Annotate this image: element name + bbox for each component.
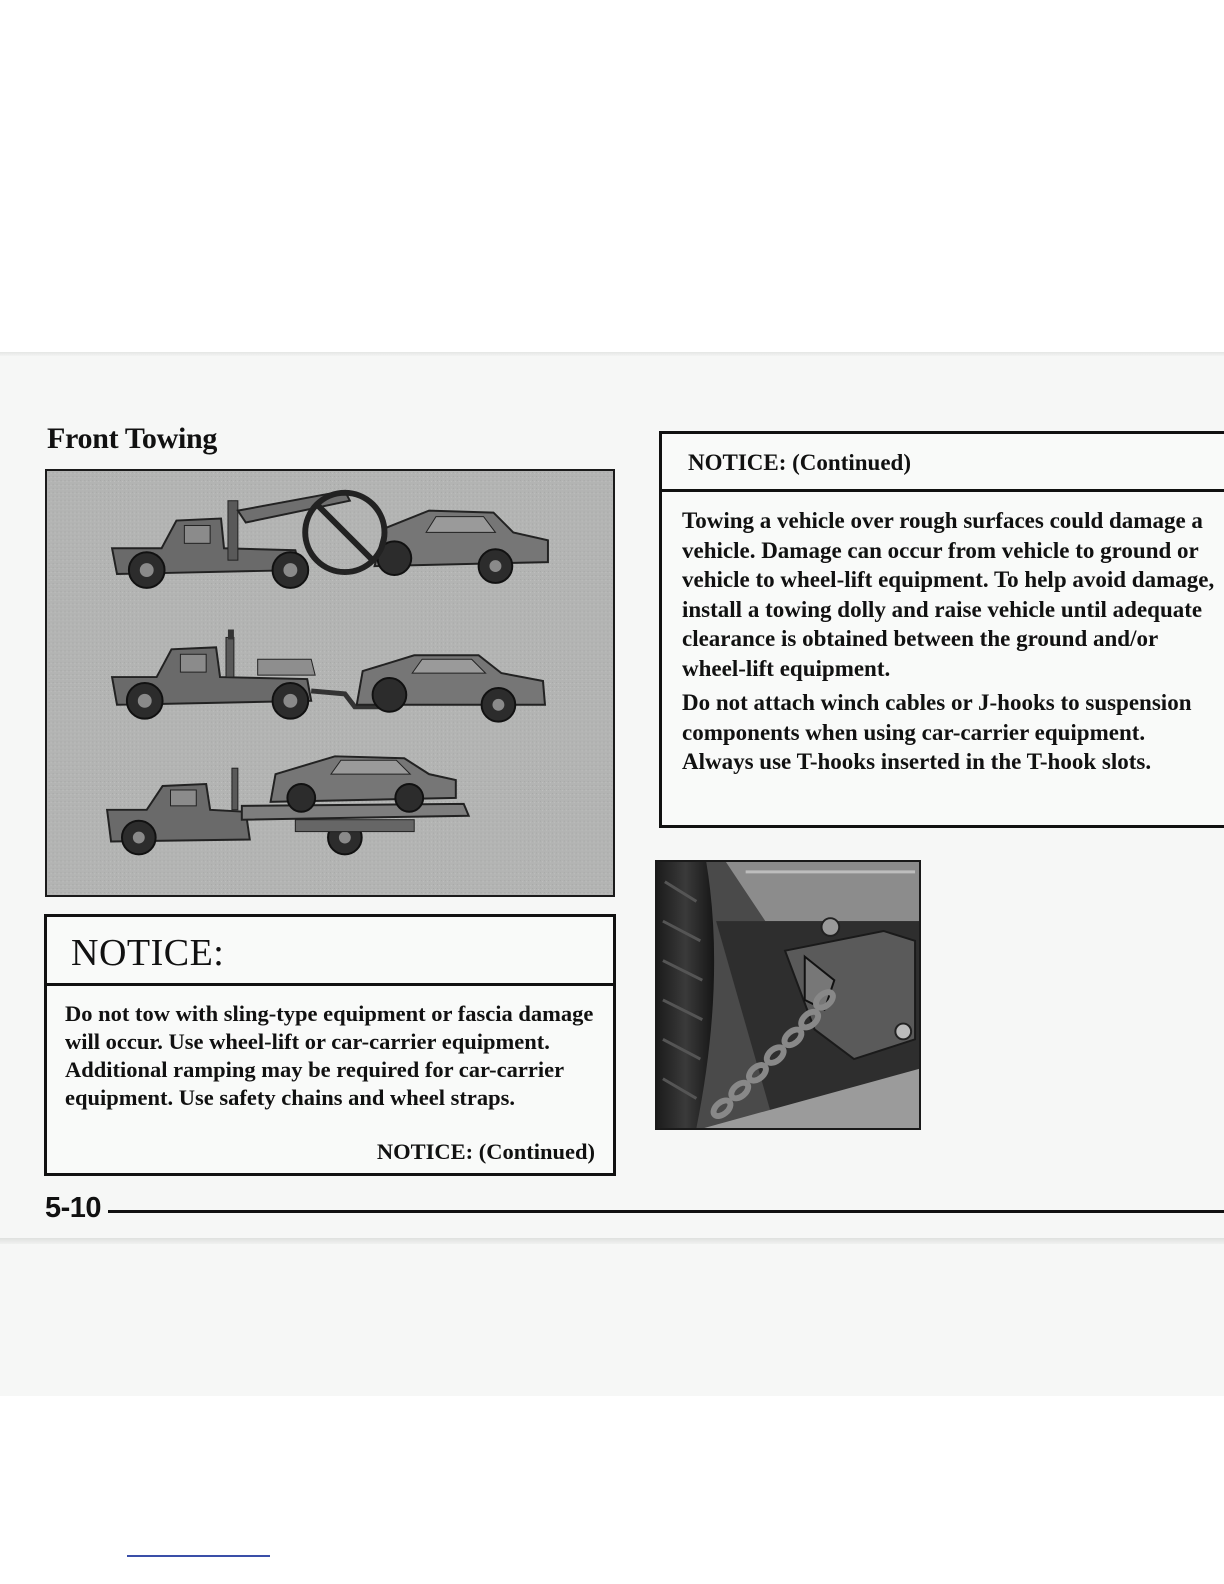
notice-continued-heading: NOTICE: (Continued): [662, 434, 1224, 492]
scan-edge-bottom: [0, 1238, 1224, 1244]
footer-rule: [108, 1210, 1224, 1213]
notice-box-left: [44, 914, 616, 1176]
notice-body: Do not tow with sling-type equipment or fascia damage will occur. Use wheel-lift or car-carrier equipment. Additional ramping may be required for car-carrier equipment. Use safety chains and wheel straps.: [65, 1001, 594, 1110]
notice-continued-body: [662, 492, 1224, 777]
section-title: Front Towing: [47, 422, 218, 455]
tow-trucks-illustration: [45, 469, 615, 897]
notice-paragraph: Towing a vehicle over rough surfaces could damage a vehicle. Damage can occur from vehicle to ground or vehicle to wheel-lift equipment. To help avoid damage, install a towing dolly and raise vehicle until adequate clearance is obtained between the ground and/or wheel-lift equipment.: [682, 508, 1215, 681]
notice-box-right: [659, 431, 1224, 828]
footer-underline: [127, 1555, 270, 1557]
notice-heading: NOTICE:: [47, 917, 613, 986]
page-number: 5-10: [45, 1192, 102, 1224]
notice-continued-label: NOTICE: (Continued): [376, 1139, 595, 1164]
t-hook-chain-photo: [655, 860, 921, 1130]
notice-paragraph: Do not attach winch cables or J-hooks to suspension components when using car-carrier equipment. Always use T-hooks inserted in the T-hook slots.: [682, 690, 1192, 774]
